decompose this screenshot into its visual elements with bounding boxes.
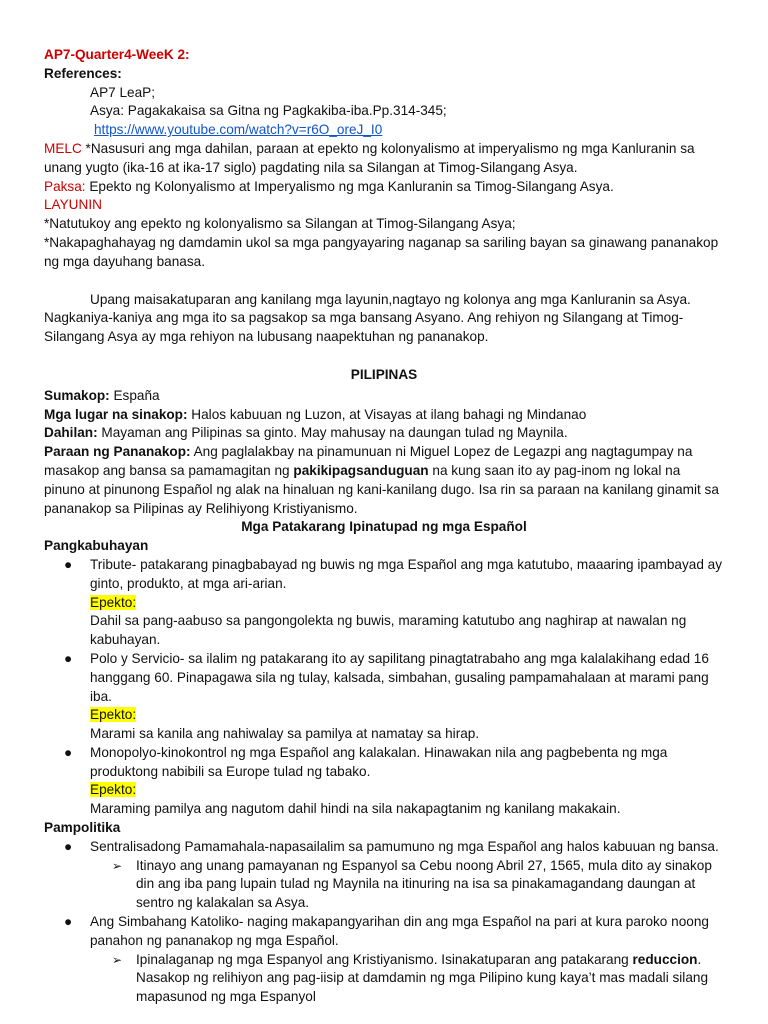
list-item-text: Tribute- patakarang pinagbabayad ng buwis ng mga Español ang mga katutubo, maaaring ipambayad ay ginto, produkto, at mga ari-arian. (90, 556, 723, 591)
list-item (44, 838, 724, 857)
pampolitika-list (44, 838, 724, 857)
pangkabuhayan-list (44, 556, 724, 819)
paraan-bold-term: pakikipagsanduguan (293, 462, 429, 478)
reference-item: AP7 LeaP; (90, 84, 155, 100)
pampolitika-sublist (44, 951, 724, 1007)
arrowhead-icon: ➢ (112, 952, 123, 967)
sub-text: . Nasakop ng relihiyon ang pag-iisip at damdamin ng mga Pilipino kung kaya’t mas madali silang mapasunod ng mga Espanyol (136, 951, 709, 1005)
spacer (44, 347, 724, 366)
youtube-link[interactable]: https://www.youtube.com/watch?v=r6O_oreJ_I0 (94, 122, 383, 138)
bullet-icon: ● (64, 914, 73, 930)
lugar-value: Halos kabuuan ng Luzon, at Visayas at ilang bahagi ng Mindanao (187, 406, 587, 422)
references-label: References: (44, 65, 122, 81)
paraan-text: na kung saan ito ay pag-inom ng lokal na pinuno at pinunong Español ng alak na hinaluan ng kani-kanilang dugo. Isa rin sa paraan na kanilang ginamit sa pananakop sa Pilipinas ay Relihiyong Kristiyanismo. (44, 462, 719, 516)
paraan-text: Ang paglalakbay na pinamunuan ni Miguel Lopez de Legazpi ang nagtagumpay na masakop ang bansa sa pamamagitan ng (44, 444, 693, 478)
layunin-item: *Nakapaghahayag ng damdamin ukol sa mga pangyayaring naganap sa sariling bayan sa ginawang pananakop ng mga dayuhang banasa. (44, 234, 719, 269)
dahilan-row (44, 424, 724, 443)
epekto-label: Epekto: (90, 707, 137, 723)
paraan-label: Paraan ng Pananakop: (44, 444, 191, 460)
list-item-text: Sentralisadong Pamamahala-napasailalim sa pamumuno ng mga Español ang halos kabuuan ng bansa. (90, 838, 719, 854)
reference-item: Asya: Pagakakaisa sa Gitna ng Pagkakiba-iba.Pp.314-345; (90, 103, 447, 119)
list-item-text: Monopolyo-kinokontrol ng mga Español ang kalakalan. Hinawakan nila ang pagbebenta ng mga produktong nabibili sa Europe tulad ng tabako. (90, 744, 668, 779)
lugar-row (44, 406, 724, 425)
epekto-label: Epekto: (90, 594, 137, 610)
sub-text: Ipinalaganap ng mga Espanyol ang Kristiyanismo. Isinakatuparan ang patakarang (136, 951, 633, 967)
pampolitika-label: Pampolitika (44, 820, 121, 836)
list-item-text: Polo y Servicio- sa ilalim ng patakarang ito ay sapilitang pinagtatrabaho ang mga kalalakihang edad 16 hanggang 60. Pinapagawa sila ng tulay, kalsada, simbahan, gusaling pampamahalaan at marami pang iba. (90, 650, 709, 704)
sub-list-item-text (136, 951, 724, 1007)
doc-title: AP7-Quarter4-WeeK 2: (44, 47, 190, 62)
pampolitika-sublist (44, 857, 724, 913)
list-item (44, 556, 724, 650)
section-heading-pilipinas: PILIPINAS (350, 366, 418, 382)
list-item (44, 913, 724, 951)
dahilan-label: Dahilan: (44, 425, 98, 441)
sub-list-item (44, 951, 724, 1007)
sumakop-value: España (109, 387, 160, 403)
list-item (44, 650, 724, 744)
bullet-icon: ● (64, 744, 73, 760)
bullet-icon: ● (64, 650, 73, 666)
melc-label: MELC (44, 140, 82, 156)
lugar-label: Mga lugar na sinakop: (44, 406, 188, 422)
melc-text: *Nasusuri ang mga dahilan, paraan at epekto ng kolonyalismo at imperyalismo ng mga Kanluranin sa unang yugto (ika-16 at ika-17 siglo) pagdating nila sa Silangan at Timog-Silangang Asya. (44, 140, 695, 175)
spacer (44, 272, 724, 291)
epekto-label: Epekto: (90, 782, 137, 798)
layunin-item: *Natutukoy ang epekto ng kolonyalismo sa Silangan at Timog-Silangang Asya; (44, 216, 516, 232)
list-item-text: Ang Simbahang Katoliko- naging makapangyarihan din ang mga Español na pari at kura paroko noong panahon ng pananakop ng mga Español. (90, 914, 709, 948)
list-item (44, 744, 724, 819)
melc-paragraph (44, 140, 724, 178)
epekto-text: Marami sa kanila ang nahiwalay sa pamilya at namatay sa hirap. (90, 726, 480, 742)
epekto-text: Maraming pamilya ang nagutom dahil hindi na sila nakapagtanim ng kanilang makakain. (90, 801, 621, 817)
sub-list-item-text: Itinayo ang unang pamayanan ng Espanyol sa Cebu noong Abril 27, 1565, mula dito ay sinakop din ang iba pang lupain tulad ng Maynila na itinuring na isa sa pinakamagandang daungan at sentro ng kalakalan sa Asya. (136, 857, 712, 911)
epekto-text: Dahil sa pang-aabuso sa pangongolekta ng buwis, maraming katutubo ang naghirap at nawalan ng kabuhayan. (90, 613, 687, 648)
paksa-text: Epekto ng Kolonyalismo at Imperyalismo ng mga Kanluranin sa Timog-Silangang Asya. (85, 178, 614, 194)
sumakop-row (44, 387, 724, 406)
section-heading-patakaran: Mga Patakarang Ipinatupad ng mga Español (241, 519, 527, 535)
layunin-label: LAYUNIN (44, 197, 102, 213)
reference-link-row (44, 121, 724, 140)
sumakop-label: Sumakop: (44, 387, 110, 403)
dahilan-value: Mayaman ang Pilipinas sa ginto. May mahusay na daungan tulad ng Maynila. (97, 425, 568, 441)
arrowhead-icon: ➢ (112, 858, 123, 873)
paksa-label: Paksa: (44, 178, 86, 194)
bullet-icon: ● (64, 838, 73, 854)
paraan-paragraph (44, 443, 724, 518)
bullet-icon: ● (64, 556, 73, 572)
pampolitika-list (44, 913, 724, 951)
reduccion-term: reduccion (632, 951, 698, 967)
intro-paragraph: Upang maisakatuparan ang kanilang mga layunin,nagtayo ng kolonya ang mga Kanluranin sa Asya. Nagkaniya-kaniya ang mga ito sa pagsakop sa mga bansang Asyano. Ang rehiyon ng Silangang at Timog-Silangang Asya ay mga rehiyon na lubusang naapektuhan ng pananakop. (44, 291, 691, 345)
sub-list-item (44, 857, 724, 913)
paksa-paragraph (44, 178, 724, 197)
pangkabuhayan-label: Pangkabuhayan (44, 538, 149, 554)
